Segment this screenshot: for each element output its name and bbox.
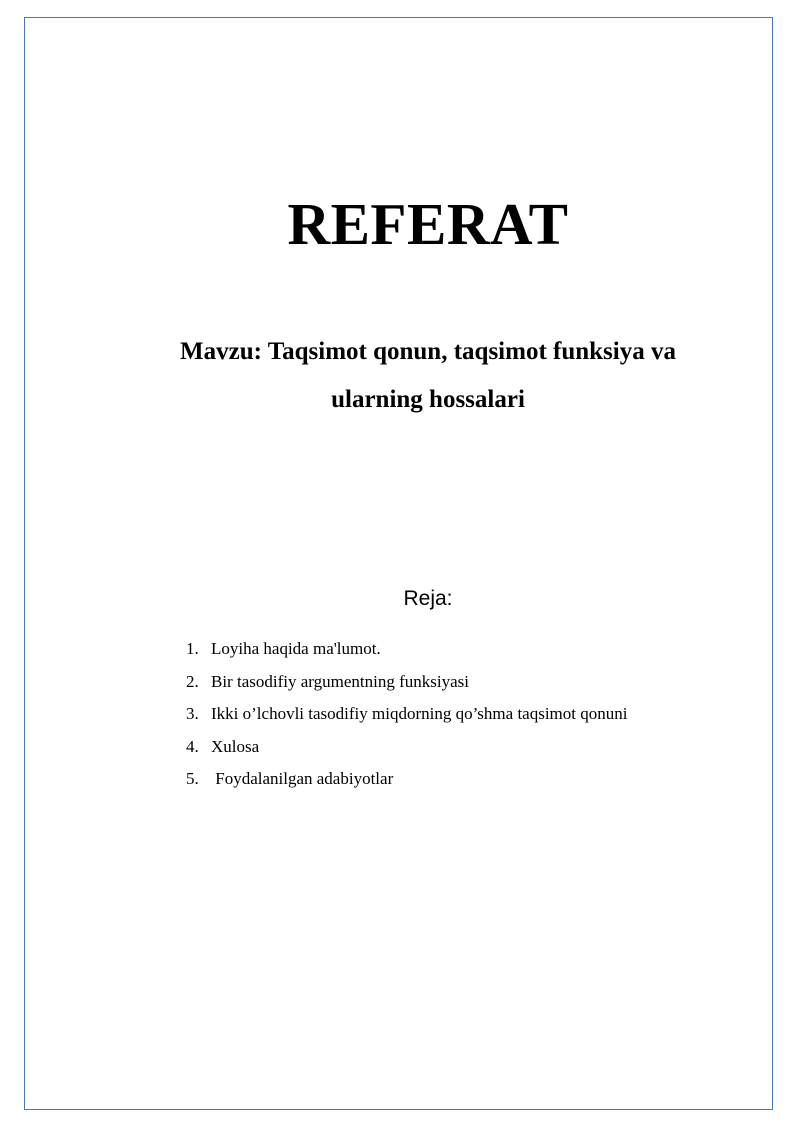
plan-item-text: Loyiha haqida ma'lumot. (211, 639, 381, 658)
subtitle-line-2: ularning hossalari (331, 386, 525, 413)
plan-item-number: 4. (186, 736, 199, 756)
plan-item (186, 701, 627, 734)
plan-item-number: 3. (186, 704, 199, 723)
plan-list (186, 636, 627, 799)
plan-heading: Reja: (403, 587, 453, 610)
plan-item-number: 5. (186, 769, 199, 788)
plan-item (186, 766, 627, 799)
subtitle-line-1: Mavzu: Taqsimot qonun, taqsimot funksiya va (180, 338, 676, 365)
plan-item-text: Foydalanilgan adabiyotlar (211, 769, 394, 788)
document-title: REFERAT (287, 191, 569, 257)
plan-item-text: Xulosa (211, 736, 260, 756)
plan-item-text: Ikki o’lchovli tasodifiy miqdorning qo’shma taqsimot qonuni (211, 704, 628, 723)
document-subtitle (140, 328, 716, 424)
plan-item (186, 636, 627, 669)
plan-item-text: Bir tasodifiy argumentning funksiyasi (211, 671, 469, 691)
page-border (24, 17, 773, 1110)
plan-item-number: 1. (186, 639, 199, 658)
plan-item-number: 2. (186, 671, 199, 691)
plan-item (186, 734, 627, 767)
plan-item (186, 669, 627, 702)
